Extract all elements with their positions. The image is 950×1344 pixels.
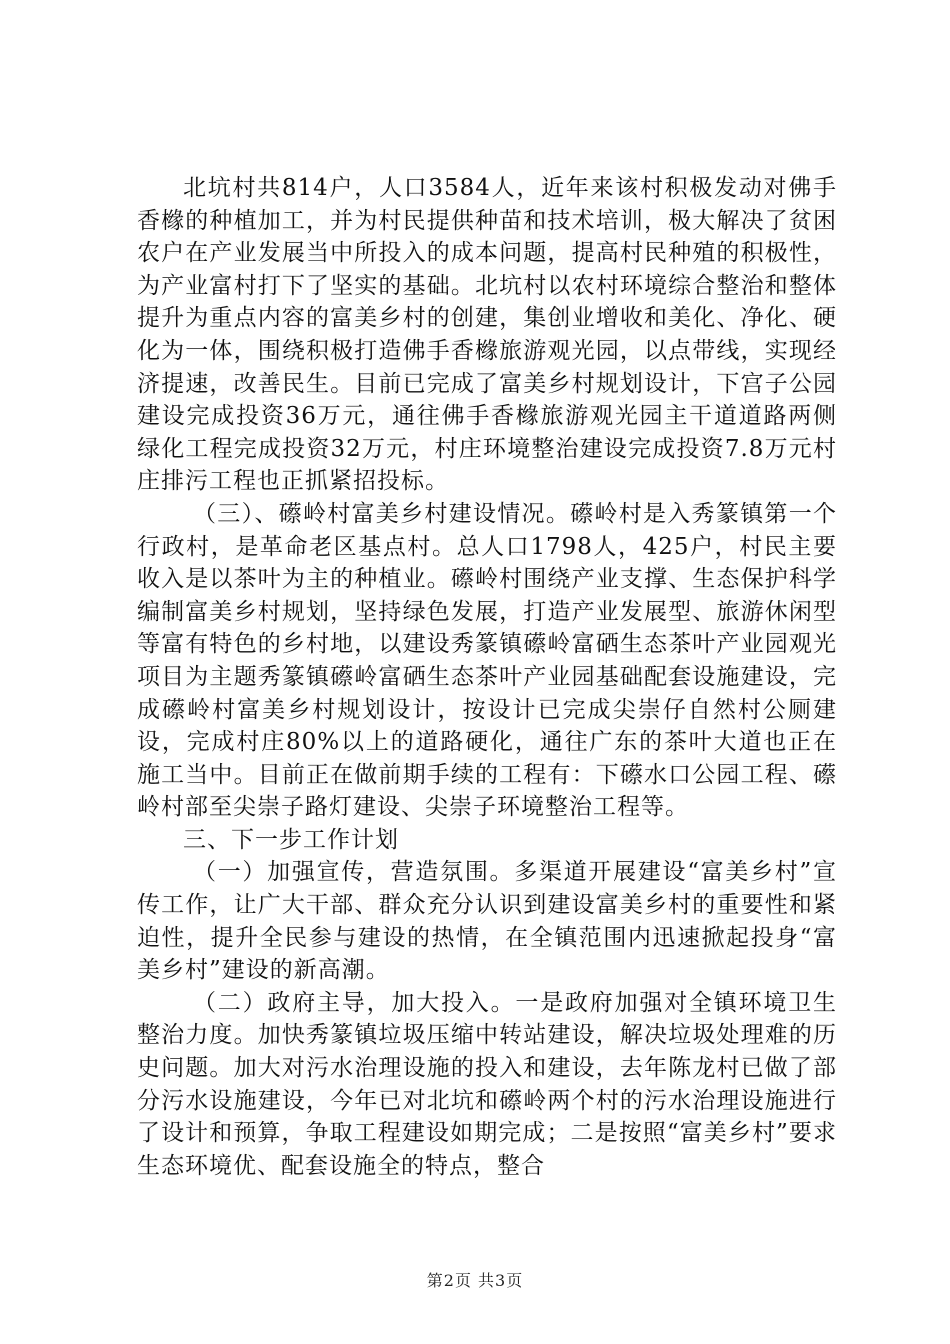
- section-heading-next-plan: 三、下一步工作计划: [183, 826, 399, 853]
- paragraph-government-investment: （二）政府主导，加大投入。一是政府加强对全镇环境卫生整治力度。加快秀篆镇垃圾压缩中转站建设，解决垃圾处理难的历史问题。加大对污水治理设施的投入和建设，去年陈龙村已做了部分污水设施建设，今年已对北坑和礤岭两个村的污水治理设施进行了设计和预算，争取工程建设如期完成；二是按照“富美乡村”要求生态环境优、配套设施全的特点，整合: [137, 989, 837, 1179]
- page-number-footer: 第2页 共3页: [426, 1271, 524, 1290]
- paragraph-publicity: （一）加强宣传，营造氛围。多渠道开展建设“富美乡村”宣传工作，让广大干部、群众充分认识到建设富美乡村的重要性和紧迫性，提升全民参与建设的热情，在全镇范围内迅速掀起投身“富美乡村”建设的新高潮。: [137, 859, 837, 984]
- paragraph-beikeng-village: 北坑村共814户，人口3584人，近年来该村积极发动对佛手香橼的种植加工，并为村民提供种苗和技术培训，极大解决了贫困农户在产业发展当中所投入的成本问题，提高村民种殖的积极性，为产业富村打下了坚实的基础。北坑村以农村环境综合整治和整体提升为重点内容的富美乡村的创建，集创业增收和美化、净化、硬化为一体，围绕积极打造佛手香橼旅游观光园，以点带线，实现经济提速，改善民生。目前已完成了富美乡村规划设计，下宫子公园建设完成投资36万元，通往佛手香橼旅游观光园主干道道路两侧绿化工程完成投资32万元，村庄环境整治建设完成投资7.8万元村庄排污工程也正抓紧招投标。: [137, 175, 837, 495]
- paragraph-caling-village: （三）、礤岭村富美乡村建设情况。礤岭村是入秀篆镇第一个行政村，是革命老区基点村。总人口1798人，425户，村民主要收入是以茶叶为主的种植业。礤岭村围绕产业支撑、生态保护科学编制富美乡村规划，坚持绿色发展，打造产业发展型、旅游休闲型等富有特色的乡村地，以建设秀篆镇礤岭富硒生态茶叶产业园观光项目为主题秀篆镇礤岭富硒生态茶叶产业园基础配套设施建设，完成礤岭村富美乡村规划设计，按设计已完成尖崇仔自然村公厕建设，完成村庄80%以上的道路硬化，通往广东的茶叶大道也正在施工当中。目前正在做前期手续的工程有：下礤水口公园工程、礤岭村部至尖崇子路灯建设、尖崇子环境整治工程等。: [137, 500, 837, 821]
- document-body: [137, 172, 837, 1182]
